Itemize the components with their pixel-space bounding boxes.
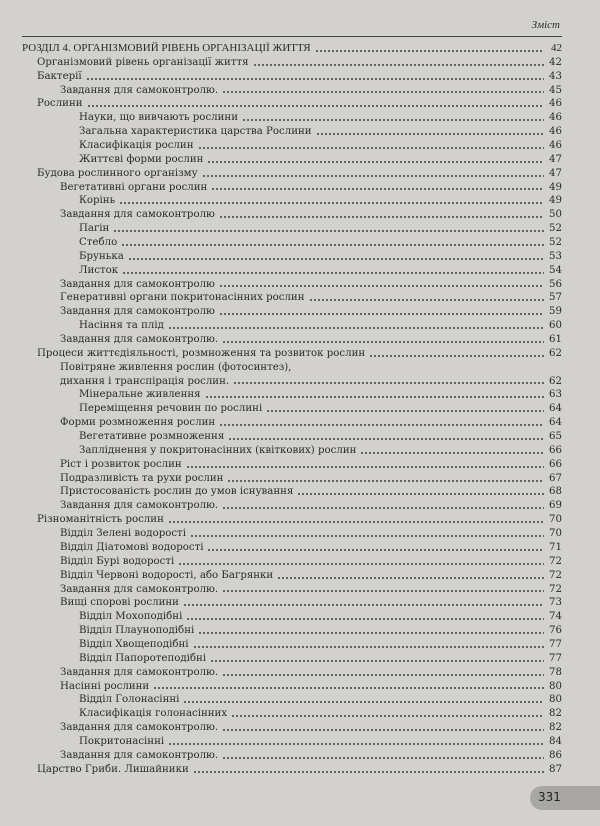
toc-entry xyxy=(22,125,562,139)
dot-leader xyxy=(297,492,544,496)
toc-entry xyxy=(22,707,562,721)
toc-entry xyxy=(22,264,562,278)
toc-entry-page: 50 xyxy=(549,209,562,221)
dot-leader xyxy=(193,645,544,649)
toc-entry-title: Класифікація рослин xyxy=(79,140,194,151)
toc-entry-page: 42 xyxy=(551,41,562,54)
dot-leader xyxy=(178,562,544,566)
toc-entry xyxy=(22,278,562,292)
toc-entry-page: 84 xyxy=(549,735,562,747)
toc-entry-title: Насінні рослини xyxy=(60,680,150,692)
toc-entry-page: 46 xyxy=(549,98,562,110)
dot-leader xyxy=(231,714,544,718)
toc-entry-title: Подразливість та рухи рослин xyxy=(60,472,224,484)
page-number-tab xyxy=(530,786,600,810)
toc-entry-title: Організмовий рівень організації життя xyxy=(37,56,249,68)
toc-entry-title: Листок xyxy=(79,264,119,276)
toc-entry xyxy=(22,319,562,333)
toc-entry xyxy=(22,56,562,70)
toc-entry xyxy=(22,416,562,430)
toc-entry-title: Загальна характеристика царства Рослини xyxy=(79,126,312,138)
toc-entry xyxy=(22,97,562,111)
toc-entry xyxy=(22,763,562,777)
toc-entry-title: Брунька xyxy=(79,250,124,262)
toc-entry xyxy=(22,194,562,208)
toc-entry-page: 62 xyxy=(549,347,562,359)
dot-leader xyxy=(253,63,544,67)
dot-leader xyxy=(222,506,544,510)
toc-entry xyxy=(22,250,562,264)
toc-entry-page: 66 xyxy=(549,458,562,470)
toc-entry-title: Пагін xyxy=(79,223,110,235)
toc-entry-page: 52 xyxy=(549,223,562,235)
toc-entry-page: 62 xyxy=(549,375,562,387)
toc-entry xyxy=(22,291,562,305)
toc-entry-title: Покритонасінні xyxy=(79,735,165,747)
toc-entry-title: Вегетативні органи рослин xyxy=(60,181,208,193)
toc-entry-title: Запліднення у покритонасінних (квіткових) рослин xyxy=(79,444,357,456)
toc-entry-page: 61 xyxy=(549,334,562,346)
toc-entry-title: Завдання для самоконтролю. xyxy=(60,583,219,595)
toc-entry-page: 49 xyxy=(549,181,562,193)
toc-entry-title: Завдання для самоконтролю. xyxy=(60,666,219,678)
toc-entry-page: 72 xyxy=(549,555,562,567)
dot-leader xyxy=(369,354,544,358)
toc-entry-page: 47 xyxy=(549,153,562,165)
toc-entry-page: 86 xyxy=(549,749,562,761)
toc-entry-title: Процеси життєдіяльності, розмноження та розвиток рослин xyxy=(37,347,366,359)
toc-entry xyxy=(22,430,562,444)
toc-entry-title: Відділ Зелені водорості xyxy=(60,528,186,540)
dot-leader xyxy=(219,423,544,427)
toc-entry-title: Завдання для самоконтролю. xyxy=(60,749,219,761)
toc-entry xyxy=(22,139,562,153)
toc-entry-page: 43 xyxy=(549,70,562,82)
dot-leader xyxy=(207,548,544,552)
toc-entry-title: Вегетативне розмноження xyxy=(79,431,225,443)
toc-entry-page: 72 xyxy=(549,569,562,581)
toc-entry-title: Форми розмноження рослин xyxy=(60,417,216,429)
toc-entry-page: 45 xyxy=(549,84,562,96)
toc-entry xyxy=(22,347,562,361)
toc-entry-title: Генеративні органи покритонасінних рослин xyxy=(60,292,305,304)
toc-entry-page: 87 xyxy=(549,763,562,775)
toc-entry-page: 47 xyxy=(549,167,562,179)
dot-leader xyxy=(198,146,545,150)
toc-entry-page: 63 xyxy=(549,389,562,401)
toc-entry-page: 80 xyxy=(549,694,562,706)
dot-leader xyxy=(266,409,544,413)
toc-entry-title: Мінеральне живлення xyxy=(79,389,201,401)
toc-entry xyxy=(22,236,562,250)
dot-leader xyxy=(119,201,544,205)
toc-entry xyxy=(22,555,562,569)
toc-entry-title: Життєві форми рослин xyxy=(79,153,204,165)
dot-leader xyxy=(219,284,544,288)
toc-entry-page: 42 xyxy=(549,56,562,68)
toc-entry-title: Відділ Діатомові водорості xyxy=(60,541,204,553)
dot-leader xyxy=(219,312,544,316)
toc-entry-page: 67 xyxy=(549,472,562,484)
dot-leader xyxy=(227,479,544,483)
toc-entry-page: 70 xyxy=(549,528,562,540)
dot-leader xyxy=(86,77,544,81)
toc-entry xyxy=(22,513,562,527)
toc-entry xyxy=(22,472,562,486)
toc-entry xyxy=(22,375,562,389)
toc-entry-title: РОЗДІЛ 4. ОРГАНІЗМОВИЙ РІВЕНЬ ОРГАНІЗАЦІЇ ЖИТТЯ xyxy=(22,41,311,54)
toc-entry-page: 76 xyxy=(549,625,562,637)
toc-entry-page: 56 xyxy=(549,278,562,290)
toc-entry xyxy=(22,638,562,652)
toc-entry xyxy=(22,70,562,84)
dot-leader xyxy=(168,742,544,746)
toc-entry-title: Повітряне живлення рослин (фотосинтез), xyxy=(60,361,292,373)
toc-entry-title: Завдання для самоконтролю. xyxy=(60,334,219,346)
toc-entry xyxy=(22,84,562,98)
toc-entry-page: 54 xyxy=(549,264,562,276)
toc-entry-page: 52 xyxy=(549,237,562,249)
toc-entry xyxy=(22,596,562,610)
dot-leader xyxy=(233,381,544,385)
dot-leader xyxy=(222,728,544,732)
toc-entry-page: 82 xyxy=(549,708,562,720)
dot-leader xyxy=(222,340,544,344)
dot-leader xyxy=(168,326,544,330)
dot-leader xyxy=(193,770,544,774)
dot-leader xyxy=(183,603,544,607)
toc-entry xyxy=(22,624,562,638)
toc-entry-title: Завдання для самоконтролю xyxy=(60,209,215,221)
dot-leader xyxy=(210,659,544,663)
toc-entry-title: Стебло xyxy=(79,237,118,249)
toc-entry xyxy=(22,749,562,763)
toc-entry-page: 64 xyxy=(549,417,562,429)
dot-leader xyxy=(222,90,544,94)
toc-chapter-entry xyxy=(22,42,562,56)
dot-leader xyxy=(316,132,544,136)
toc-entry-title: Відділ Плауноподібні xyxy=(79,625,195,637)
header-title: Зміст xyxy=(531,19,560,31)
toc-entry xyxy=(22,583,562,597)
toc-entry-title: Класифікація голонасінних xyxy=(79,708,228,720)
toc-entry-title: Ріст і розвиток рослин xyxy=(60,458,182,470)
toc-entry xyxy=(22,569,562,583)
toc-entry-title: Відділ Хвощеподібні xyxy=(79,638,189,650)
toc-entry-page: 64 xyxy=(549,403,562,415)
toc-entry-title: Переміщення речовин по рослині xyxy=(79,403,263,415)
toc-entry-title: Пристосованість рослин до умов існування xyxy=(60,486,294,498)
toc-entry-page: 77 xyxy=(549,652,562,664)
dot-leader xyxy=(242,118,544,122)
dot-leader xyxy=(198,631,544,635)
toc-entry-page: 82 xyxy=(549,722,562,734)
toc-entry xyxy=(22,333,562,347)
dot-leader xyxy=(190,534,544,538)
toc-entry-page: 70 xyxy=(549,514,562,526)
dot-leader xyxy=(309,298,545,302)
dot-leader xyxy=(202,174,544,178)
toc-entry-page: 59 xyxy=(549,306,562,318)
running-header xyxy=(22,18,562,37)
dot-leader xyxy=(205,395,544,399)
toc-entry-page: 49 xyxy=(549,195,562,207)
dot-leader xyxy=(122,271,544,275)
toc-entry-title: Завдання для самоконтролю. xyxy=(60,722,219,734)
dot-leader xyxy=(121,243,544,247)
toc-entry xyxy=(22,388,562,402)
toc-entry-page: 53 xyxy=(549,250,562,262)
toc-entry-title: Науки, що вивчають рослини xyxy=(79,112,238,124)
toc-entry xyxy=(22,222,562,236)
toc-entry-title: Відділ Голонасінні xyxy=(79,694,180,706)
toc-entry xyxy=(22,666,562,680)
toc-entry-page: 80 xyxy=(549,680,562,692)
toc-entry-title: Вищі спорові рослини xyxy=(60,597,179,609)
toc-entry-page: 60 xyxy=(549,320,562,332)
toc-entry xyxy=(22,208,562,222)
dot-leader xyxy=(222,589,544,593)
toc-entry-page: 46 xyxy=(549,126,562,138)
toc-entry xyxy=(22,486,562,500)
toc-entry xyxy=(22,402,562,416)
toc-entry-title: Насіння та плід xyxy=(79,320,164,332)
dot-leader xyxy=(277,576,544,580)
dot-leader xyxy=(360,451,544,455)
toc-entry xyxy=(22,181,562,195)
toc-entry-page: 66 xyxy=(549,444,562,456)
toc-entry-page: 69 xyxy=(549,500,562,512)
toc-entry xyxy=(22,167,562,181)
dot-leader xyxy=(128,257,544,261)
toc-entry-title: дихання і транспірація рослин. xyxy=(60,375,230,387)
toc-entry-page: 72 xyxy=(549,583,562,595)
toc-entry-page: 46 xyxy=(549,140,562,151)
toc-entry xyxy=(22,458,562,472)
toc-entry-title: Різноманітність рослин xyxy=(37,514,164,526)
toc-entry-title: Відділ Мохоподібні xyxy=(79,611,183,623)
dot-leader xyxy=(113,229,544,233)
toc-entry xyxy=(22,721,562,735)
dot-leader xyxy=(211,187,544,191)
toc-entry xyxy=(22,361,562,375)
dot-leader xyxy=(222,673,544,677)
toc-entry-page: 65 xyxy=(549,431,562,443)
toc-entry-title: Завдання для самоконтролю xyxy=(60,306,215,318)
dot-leader xyxy=(186,465,544,469)
dot-leader xyxy=(228,437,544,441)
toc-entry xyxy=(22,111,562,125)
toc-entry xyxy=(22,541,562,555)
dot-leader xyxy=(87,104,544,108)
page-number: 331 xyxy=(538,790,561,804)
dot-leader xyxy=(222,756,544,760)
dot-leader xyxy=(207,160,544,164)
toc-entry-title: Бактерії xyxy=(37,70,82,82)
toc-entry-page: 74 xyxy=(549,611,562,623)
toc-entry-page: 71 xyxy=(549,541,562,553)
toc-entry-page: 57 xyxy=(549,292,562,304)
toc-entry-title: Корінь xyxy=(79,195,116,207)
dot-leader xyxy=(153,686,544,690)
toc-entry-page: 46 xyxy=(549,112,562,124)
toc-entry-title: Завдання для самоконтролю. xyxy=(60,84,219,96)
toc-entry xyxy=(22,693,562,707)
toc-entry xyxy=(22,735,562,749)
toc-entry xyxy=(22,680,562,694)
dot-leader xyxy=(183,700,544,704)
toc-entry-title: Відділ Червоні водорості, або Багрянки xyxy=(60,569,274,581)
toc-entry xyxy=(22,153,562,167)
toc-entry xyxy=(22,610,562,624)
toc-entry xyxy=(22,499,562,513)
toc-entry-title: Рослини xyxy=(37,98,83,110)
toc-entry-title: Будова рослинного організму xyxy=(37,167,198,179)
toc-entry-title: Відділ Папоротеподібні xyxy=(79,652,207,664)
table-of-contents xyxy=(22,42,562,777)
toc-entry-title: Завдання для самоконтролю. xyxy=(60,500,219,512)
dot-leader xyxy=(315,49,544,53)
toc-entry xyxy=(22,527,562,541)
dot-leader xyxy=(186,617,544,621)
toc-entry-page: 77 xyxy=(549,638,562,650)
toc-entry-page: 68 xyxy=(549,486,562,498)
toc-entry xyxy=(22,652,562,666)
toc-entry xyxy=(22,444,562,458)
dot-leader xyxy=(168,520,544,524)
dot-leader xyxy=(219,215,544,219)
toc-entry xyxy=(22,305,562,319)
toc-entry-page: 73 xyxy=(549,597,562,609)
toc-entry-title: Царство Гриби. Лишайники xyxy=(37,763,189,775)
toc-entry-page: 78 xyxy=(549,666,562,678)
toc-entry-title: Відділ Бурі водорості xyxy=(60,555,175,567)
toc-entry-title: Завдання для самоконтролю xyxy=(60,278,215,290)
